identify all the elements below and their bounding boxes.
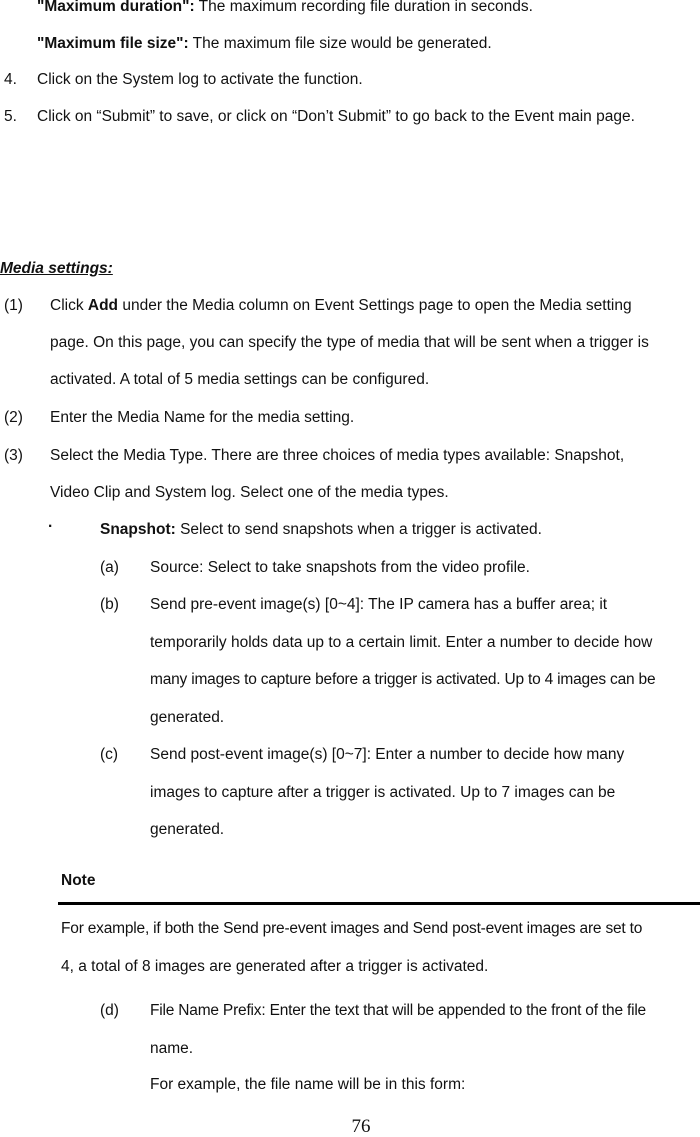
- sub-d-line-2: name.: [150, 1040, 194, 1057]
- max-duration-text: The maximum recording file duration in seconds.: [194, 0, 533, 15]
- sub-b-number: (b): [100, 596, 119, 613]
- max-size-line: [37, 35, 492, 53]
- max-size-text: The maximum file size would be generated.: [188, 35, 492, 52]
- sub-c-line-2: images to capture after a trigger is activated. Up to 7 images can be: [150, 784, 616, 801]
- bullet-icon: ·: [48, 518, 54, 535]
- step-4-number: 4.: [4, 71, 17, 88]
- item-3-line-2: Video Clip and System log. Select one of the media types.: [50, 484, 449, 501]
- sub-b-line-2: temporarily holds data up to a certain limit. Enter a number to decide how: [150, 634, 653, 651]
- sub-d-line-1: File Name Prefix: Enter the text that will be appended to the front of the file: [150, 1002, 646, 1019]
- max-duration-label: "Maximum duration":: [37, 0, 195, 15]
- step-4-text: Click on the System log to activate the function.: [37, 71, 363, 88]
- sub-c-number: (c): [100, 746, 119, 763]
- sub-a-number: (a): [100, 559, 119, 576]
- note-divider: [58, 902, 700, 905]
- sub-d-number: (d): [100, 1002, 119, 1019]
- sub-b-line-4: generated.: [150, 709, 225, 726]
- sub-a-text: Source: Select to take snapshots from the video profile.: [150, 559, 530, 576]
- media-settings-heading: Media settings:: [0, 260, 113, 277]
- item-1-post: under the Media column on Event Settings page to open the Media setting: [118, 297, 632, 314]
- step-5-number: 5.: [4, 108, 17, 125]
- snapshot-label: Snapshot:: [100, 521, 176, 538]
- note-line-1: For example, if both the Send pre-event images and Send post-event images are set to: [61, 920, 643, 937]
- sub-c-line-1: Send post-event image(s) [0~7]: Enter a number to decide how many: [150, 746, 625, 763]
- note-line-2: 4, a total of 8 images are generated after a trigger is activated.: [61, 958, 489, 975]
- item-1-line-2: page. On this page, you can specify the type of media that will be sent when a trigger is: [50, 334, 649, 351]
- max-duration-line: [37, 0, 533, 16]
- item-1-number: (1): [4, 297, 23, 314]
- item-1-bold: Add: [87, 297, 119, 314]
- item-2-number: (2): [4, 409, 23, 426]
- snapshot-line: [100, 521, 542, 539]
- step-5-text: Click on “Submit” to save, or click on “Don’t Submit” to go back to the Event main page.: [37, 108, 635, 125]
- note-title: Note: [61, 872, 96, 889]
- snapshot-text: Select to send snapshots when a trigger is activated.: [175, 521, 542, 538]
- max-size-label: "Maximum file size":: [37, 35, 189, 52]
- item-3-number: (3): [4, 447, 23, 464]
- sub-b-line-3: many images to capture before a trigger is activated. Up to 4 images can be: [150, 671, 656, 688]
- item-1-pre: Click: [50, 297, 88, 314]
- item-1-line-3: activated. A total of 5 media settings can be configured.: [50, 371, 430, 388]
- page-number: 76: [351, 1116, 371, 1137]
- sub-d-line-3: For example, the file name will be in this form:: [150, 1076, 466, 1093]
- item-2-text: Enter the Media Name for the media setting.: [50, 409, 355, 426]
- item-1-line-1: [50, 297, 632, 315]
- sub-c-line-3: generated.: [150, 821, 225, 838]
- item-3-line-1: Select the Media Type. There are three choices of media types available: Snapshot,: [50, 447, 625, 464]
- sub-b-line-1: Send pre-event image(s) [0~4]: The IP camera has a buffer area; it: [150, 596, 608, 613]
